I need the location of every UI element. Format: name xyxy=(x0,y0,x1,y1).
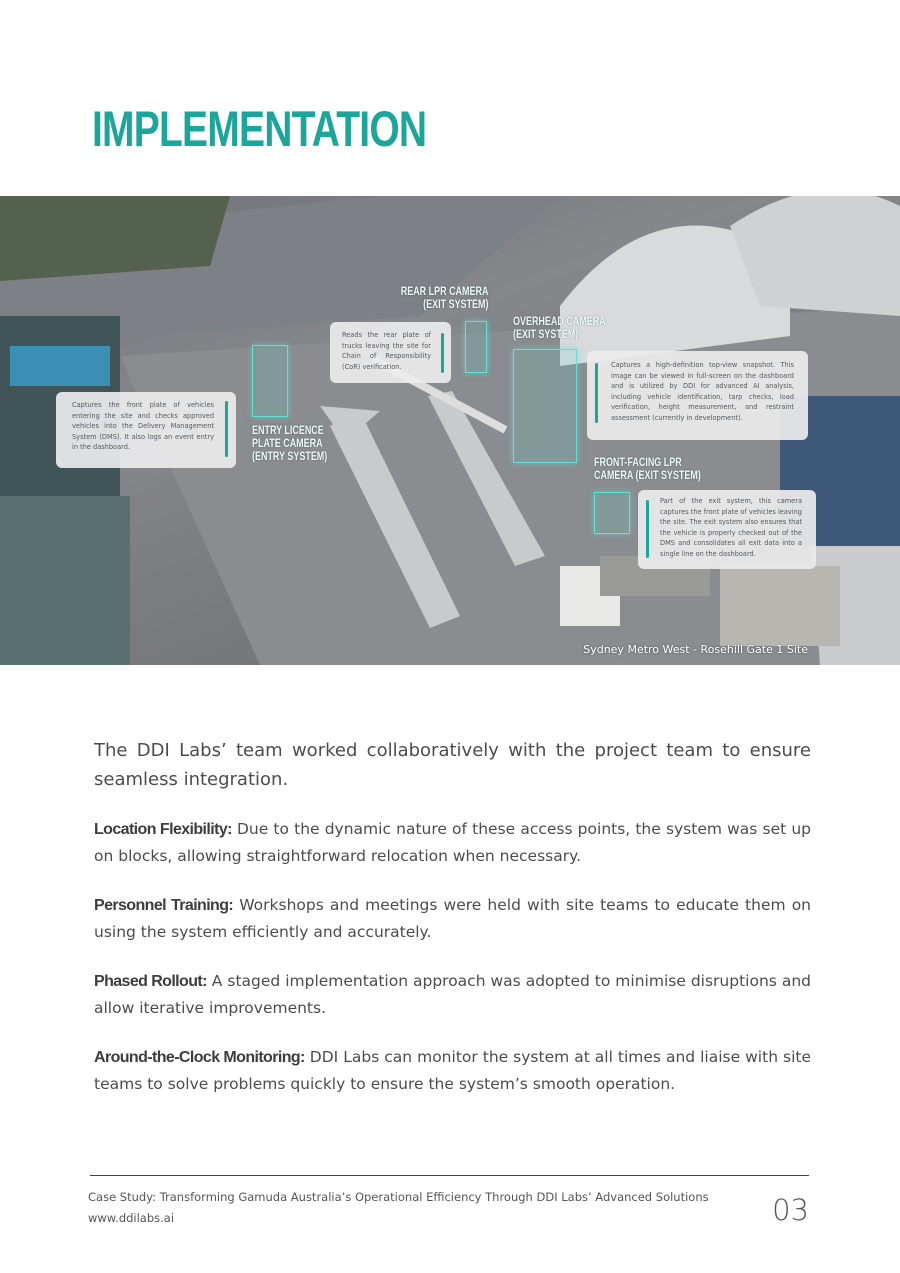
front-camera-label: FRONT-FACING LPR CAMERA (EXIT SYSTEM) xyxy=(594,457,701,482)
intro-paragraph: The DDI Labs’ team worked collaboratively with the project team to ensure seamless integration. xyxy=(94,740,811,790)
location-flexibility-paragraph xyxy=(94,816,811,869)
overhead-camera-callout xyxy=(587,351,808,440)
callout-accent-bar xyxy=(595,363,598,423)
entry-camera-callout xyxy=(56,392,236,468)
front-camera-description: Part of the exit system, this camera captures the front plate of vehicles leaving the site. The exit system also ensures that the vehicle is properly checked out of the DMS and consolidates all exit data into a single line on the dashboard. xyxy=(660,497,802,558)
monitoring-paragraph xyxy=(94,1044,811,1097)
overhead-camera-highlight xyxy=(513,349,577,463)
site-photo xyxy=(0,196,900,665)
footer-divider xyxy=(90,1175,809,1176)
rear-camera-callout xyxy=(330,322,451,383)
paragraph-lead: Phased Rollout: xyxy=(94,973,207,990)
footer-website-link[interactable]: www.ddilabs.ai xyxy=(88,1211,175,1225)
entry-camera-label: ENTRY LICENCE PLATE CAMERA (ENTRY SYSTEM) xyxy=(252,425,328,463)
paragraph-lead: Location Flexibility: xyxy=(94,821,232,838)
entry-camera-description: Captures the front plate of vehicles entering the site and checks approved vehicles into the Delivery Management System (DMS). It also logs an event entry in the dashboard. xyxy=(72,401,214,452)
callout-accent-bar xyxy=(646,500,649,558)
entry-camera-highlight xyxy=(252,345,288,417)
rear-camera-label: REAR LPR CAMERA (EXIT SYSTEM) xyxy=(400,286,488,311)
page-title: IMPLEMENTATION xyxy=(92,101,427,157)
page-number: 03 xyxy=(772,1193,809,1227)
rear-camera-description: Reads the rear plate of trucks leaving the site for Chain of Responsibility (CoR) verification. xyxy=(342,331,431,371)
footer-document-title: Case Study: Transforming Gamuda Australia’s Operational Efficiency Through DDI Labs’ Advanced Solutions xyxy=(88,1190,709,1204)
front-camera-highlight xyxy=(594,492,630,534)
front-camera-callout xyxy=(638,490,816,569)
phased-rollout-paragraph xyxy=(94,968,811,1021)
paragraph-text: Due to the dynamic nature of these access points, the system was set up on blocks, allowing straightforward relocation when necessary. xyxy=(94,820,811,865)
paragraph-text: Workshops and meetings were held with site teams to educate them on using the system efficiently and accurately. xyxy=(94,896,812,941)
paragraph-text: DDI Labs can monitor the system at all times and liaise with site teams to solve problems quickly to ensure the system’s smooth operation. xyxy=(94,1048,812,1093)
photo-caption: Sydney Metro West - Rosehill Gate 1 Site xyxy=(583,643,808,656)
personnel-training-paragraph xyxy=(94,892,811,945)
paragraph-lead: Personnel Training: xyxy=(94,897,234,914)
overhead-camera-label: OVERHEAD CAMERA (EXIT SYSTEM) xyxy=(513,316,606,341)
callout-accent-bar xyxy=(441,333,444,373)
paragraph-lead: Around-the-Clock Monitoring: xyxy=(94,1049,305,1066)
rear-camera-highlight xyxy=(465,321,487,373)
overhead-camera-description: Captures a high-definition top-view snapshot. This image can be viewed in full-screen on the dashboard and is utilized by DDI for advanced AI analysis, including vehicle identification, tarp checks, load verification, height measurement, and restraint assessment (currently in development). xyxy=(611,361,794,422)
callout-accent-bar xyxy=(225,401,228,457)
paragraph-text: A staged implementation approach was adopted to minimise disruptions and allow iterative improvements. xyxy=(94,972,811,1017)
